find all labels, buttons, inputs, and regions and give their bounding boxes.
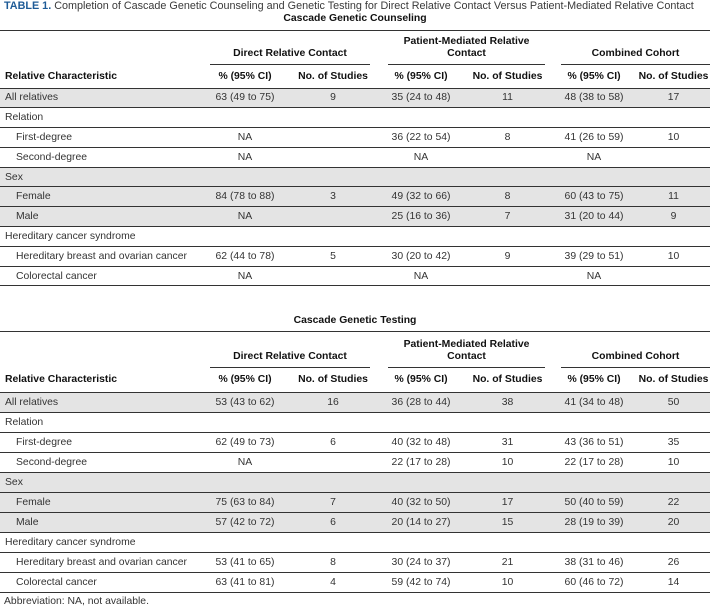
cell-studies: 5 xyxy=(288,246,378,266)
table-row xyxy=(0,187,710,207)
cell-percent: 36 (28 to 44) xyxy=(378,392,464,412)
column-header-characteristic: Relative Characteristic xyxy=(0,65,202,88)
cell-percent xyxy=(378,472,464,492)
table-row xyxy=(0,412,710,432)
cell-percent: 50 (40 to 59) xyxy=(551,492,637,512)
table-row xyxy=(0,128,710,148)
cell-studies: 9 xyxy=(288,88,378,108)
cell-studies: 9 xyxy=(637,207,710,227)
cell-studies xyxy=(288,108,378,128)
cell-studies: 21 xyxy=(464,553,551,573)
counseling-table xyxy=(0,31,710,286)
row-label: Hereditary breast and ovarian cancer xyxy=(0,246,202,266)
cell-studies: 6 xyxy=(288,432,378,452)
column-header-studies: No. of Studies xyxy=(464,65,551,88)
cell-percent xyxy=(378,108,464,128)
row-label: Male xyxy=(0,513,202,533)
counseling-section-title: Cascade Genetic Counseling xyxy=(283,13,427,24)
cell-percent: 38 (31 to 46) xyxy=(551,553,637,573)
cell-percent xyxy=(551,108,637,128)
cell-percent xyxy=(378,412,464,432)
cell-studies: 10 xyxy=(464,573,551,593)
table-caption xyxy=(4,0,710,12)
cell-percent: 36 (22 to 54) xyxy=(378,128,464,148)
cell-percent: NA xyxy=(202,207,288,227)
cell-studies: 35 xyxy=(637,432,710,452)
cell-studies: 8 xyxy=(464,187,551,207)
group-header-direct: Direct Relative Contact xyxy=(202,31,378,65)
row-label: Second-degree xyxy=(0,147,202,167)
row-label: Hereditary breast and ovarian cancer xyxy=(0,553,202,573)
cell-studies xyxy=(637,533,710,553)
cell-percent: NA xyxy=(378,266,464,286)
column-header-pct: % (95% CI) xyxy=(202,368,288,392)
cell-studies: 7 xyxy=(464,207,551,227)
cell-percent: NA xyxy=(202,452,288,472)
cell-studies: 10 xyxy=(464,452,551,472)
column-header-characteristic: Relative Characteristic xyxy=(0,368,202,392)
row-label: First-degree xyxy=(0,128,202,148)
cell-studies: 7 xyxy=(288,492,378,512)
cell-studies xyxy=(464,227,551,247)
cell-percent: 48 (38 to 58) xyxy=(551,88,637,108)
table-row xyxy=(0,207,710,227)
table-row xyxy=(0,88,710,108)
cell-percent: 57 (42 to 72) xyxy=(202,513,288,533)
cell-studies xyxy=(464,167,551,187)
column-header-pct: % (95% CI) xyxy=(378,65,464,88)
table-row xyxy=(0,167,710,187)
table-row xyxy=(0,513,710,533)
cell-percent: NA xyxy=(551,266,637,286)
table-row xyxy=(0,452,710,472)
group-header-spacer xyxy=(0,31,202,65)
cell-percent: NA xyxy=(378,147,464,167)
cell-percent: 22 (17 to 28) xyxy=(551,452,637,472)
table-row xyxy=(0,392,710,412)
cell-percent xyxy=(378,227,464,247)
cell-percent xyxy=(378,167,464,187)
column-header-pct: % (95% CI) xyxy=(551,65,637,88)
cell-percent xyxy=(202,108,288,128)
cell-studies xyxy=(288,452,378,472)
cell-studies xyxy=(288,227,378,247)
row-label: Relation xyxy=(0,412,202,432)
cell-studies xyxy=(464,472,551,492)
row-label: Relation xyxy=(0,108,202,128)
column-header-studies: No. of Studies xyxy=(637,368,710,392)
table-row xyxy=(0,147,710,167)
cell-percent: 28 (19 to 39) xyxy=(551,513,637,533)
row-label: Male xyxy=(0,207,202,227)
group-header-patient-mediated: Patient-Mediated Relative Contact xyxy=(378,31,551,65)
cell-percent: 22 (17 to 28) xyxy=(378,452,464,472)
group-header-patient-mediated: Patient-Mediated Relative Contact xyxy=(378,332,551,368)
cell-studies xyxy=(637,472,710,492)
cell-studies xyxy=(288,533,378,553)
column-header-studies: No. of Studies xyxy=(637,65,710,88)
cell-studies xyxy=(288,412,378,432)
cell-percent: 63 (49 to 75) xyxy=(202,88,288,108)
cell-percent: 35 (24 to 48) xyxy=(378,88,464,108)
cell-studies: 9 xyxy=(464,246,551,266)
table-row xyxy=(0,266,710,286)
cell-studies: 8 xyxy=(288,553,378,573)
cell-studies xyxy=(637,412,710,432)
row-label: Sex xyxy=(0,472,202,492)
cell-studies xyxy=(288,472,378,492)
cell-percent: 20 (14 to 27) xyxy=(378,513,464,533)
column-header-pct: % (95% CI) xyxy=(202,65,288,88)
cell-percent xyxy=(202,167,288,187)
cell-percent xyxy=(551,227,637,247)
cell-percent xyxy=(551,533,637,553)
cell-percent: NA xyxy=(551,147,637,167)
column-header-pct: % (95% CI) xyxy=(551,368,637,392)
cell-percent: 30 (24 to 37) xyxy=(378,553,464,573)
row-label: Female xyxy=(0,492,202,512)
cell-studies: 11 xyxy=(637,187,710,207)
cell-percent: 62 (44 to 78) xyxy=(202,246,288,266)
cell-percent: 41 (26 to 59) xyxy=(551,128,637,148)
cell-percent: 40 (32 to 50) xyxy=(378,492,464,512)
group-header-combined: Combined Cohort xyxy=(551,332,710,368)
cell-studies: 6 xyxy=(288,513,378,533)
cell-percent: 60 (43 to 75) xyxy=(551,187,637,207)
row-label: Colorectal cancer xyxy=(0,266,202,286)
table-row xyxy=(0,246,710,266)
cell-studies: 4 xyxy=(288,573,378,593)
cell-percent: NA xyxy=(202,128,288,148)
cell-studies xyxy=(288,128,378,148)
cell-studies xyxy=(464,108,551,128)
cell-studies: 17 xyxy=(464,492,551,512)
cell-percent xyxy=(202,533,288,553)
cell-studies: 20 xyxy=(637,513,710,533)
cell-studies: 14 xyxy=(637,573,710,593)
cell-percent xyxy=(551,472,637,492)
column-header-pct: % (95% CI) xyxy=(378,368,464,392)
cell-studies: 26 xyxy=(637,553,710,573)
cell-percent: 43 (36 to 51) xyxy=(551,432,637,452)
cell-percent: 40 (32 to 48) xyxy=(378,432,464,452)
cell-percent: 49 (32 to 66) xyxy=(378,187,464,207)
cell-studies: 3 xyxy=(288,187,378,207)
cell-percent: 84 (78 to 88) xyxy=(202,187,288,207)
row-label: Hereditary cancer syndrome xyxy=(0,227,202,247)
cell-studies xyxy=(464,412,551,432)
cell-percent: 39 (29 to 51) xyxy=(551,246,637,266)
cell-percent: 60 (46 to 72) xyxy=(551,573,637,593)
cell-studies: 10 xyxy=(637,128,710,148)
row-label: All relatives xyxy=(0,88,202,108)
cell-studies xyxy=(637,266,710,286)
cell-percent: 75 (63 to 84) xyxy=(202,492,288,512)
group-header-spacer xyxy=(0,332,202,368)
cell-percent xyxy=(202,227,288,247)
cell-percent: 62 (49 to 73) xyxy=(202,432,288,452)
cell-percent xyxy=(551,167,637,187)
column-header-studies: No. of Studies xyxy=(464,368,551,392)
cell-percent: 59 (42 to 74) xyxy=(378,573,464,593)
cell-studies: 38 xyxy=(464,392,551,412)
cell-percent xyxy=(551,412,637,432)
cell-studies xyxy=(637,147,710,167)
table-row xyxy=(0,472,710,492)
cell-studies xyxy=(288,207,378,227)
cell-percent: 53 (41 to 65) xyxy=(202,553,288,573)
cell-studies xyxy=(464,266,551,286)
row-label: Sex xyxy=(0,167,202,187)
table-row xyxy=(0,432,710,452)
row-label: Colorectal cancer xyxy=(0,573,202,593)
cell-percent: 25 (16 to 36) xyxy=(378,207,464,227)
cell-percent: NA xyxy=(202,266,288,286)
group-header-direct: Direct Relative Contact xyxy=(202,332,378,368)
row-label: Second-degree xyxy=(0,452,202,472)
table-row xyxy=(0,108,710,128)
table-label: TABLE 1. xyxy=(4,0,52,12)
table-row xyxy=(0,533,710,553)
testing-section-title: Cascade Genetic Testing xyxy=(293,315,417,326)
table-caption-text: Completion of Cascade Genetic Counseling and Genetic Testing for Direct Relative Contact Versus Patient-Mediated Relative Contact xyxy=(54,0,694,12)
cell-percent: 30 (20 to 42) xyxy=(378,246,464,266)
cell-studies xyxy=(288,147,378,167)
column-header-studies: No. of Studies xyxy=(288,65,378,88)
cell-percent: NA xyxy=(202,147,288,167)
cell-studies: 10 xyxy=(637,246,710,266)
cell-studies xyxy=(637,108,710,128)
cell-studies: 22 xyxy=(637,492,710,512)
cell-studies xyxy=(637,167,710,187)
table-row xyxy=(0,227,710,247)
cell-studies xyxy=(464,147,551,167)
cell-studies xyxy=(288,266,378,286)
cell-percent xyxy=(378,533,464,553)
cell-studies: 50 xyxy=(637,392,710,412)
cell-percent: 31 (20 to 44) xyxy=(551,207,637,227)
table-row xyxy=(0,553,710,573)
cell-studies: 8 xyxy=(464,128,551,148)
row-label: Female xyxy=(0,187,202,207)
cell-studies: 17 xyxy=(637,88,710,108)
cell-studies: 11 xyxy=(464,88,551,108)
cell-percent: 53 (43 to 62) xyxy=(202,392,288,412)
cell-percent xyxy=(202,472,288,492)
cell-studies: 31 xyxy=(464,432,551,452)
cell-studies: 15 xyxy=(464,513,551,533)
cell-studies: 10 xyxy=(637,452,710,472)
testing-table xyxy=(0,332,710,593)
cell-studies xyxy=(637,227,710,247)
cell-percent xyxy=(202,412,288,432)
table-row xyxy=(0,573,710,593)
cell-percent: 63 (41 to 81) xyxy=(202,573,288,593)
row-label: Hereditary cancer syndrome xyxy=(0,533,202,553)
cell-percent: 41 (34 to 48) xyxy=(551,392,637,412)
column-header-studies: No. of Studies xyxy=(288,368,378,392)
group-header-combined: Combined Cohort xyxy=(551,31,710,65)
row-label: All relatives xyxy=(0,392,202,412)
cell-studies: 16 xyxy=(288,392,378,412)
footnote: Abbreviation: NA, not available. xyxy=(4,596,149,607)
row-label: First-degree xyxy=(0,432,202,452)
cell-studies xyxy=(464,533,551,553)
table-row xyxy=(0,492,710,512)
cell-studies xyxy=(288,167,378,187)
